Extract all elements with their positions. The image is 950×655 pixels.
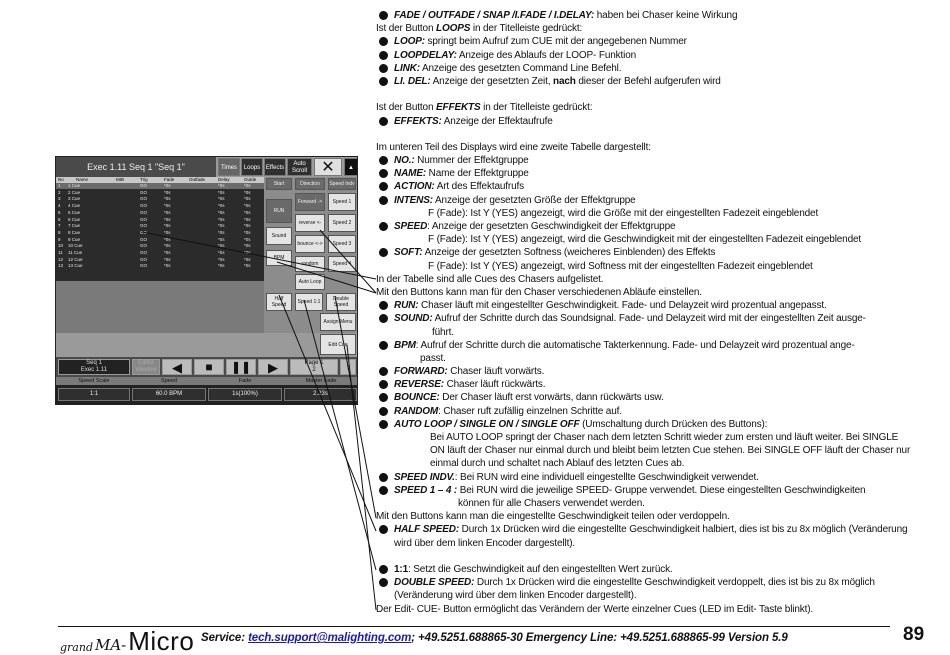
term: ACTION:	[394, 181, 435, 193]
desc: Anzeige der Effektaufrufe	[441, 115, 553, 127]
desc: Anzeige der gesetzten Softness (weicheres Einblenden) des Effekts	[422, 247, 716, 259]
tab-times[interactable]: Times	[218, 158, 240, 176]
cell-outde: *0s	[244, 209, 251, 215]
stop-icon[interactable]: ■	[194, 359, 224, 375]
desc: Anzeige des Ablaufs der LOOP- Funktion	[456, 49, 637, 61]
cell-fade: *0s	[164, 223, 171, 229]
bullet-speed-1-4	[376, 484, 942, 497]
term: SPEED 1 – 4 :	[394, 484, 458, 496]
second-table-intro: Im unteren Teil des Displays wird eine zweite Tabelle dargestellt:	[376, 141, 651, 153]
cell-name: 4 Cue	[68, 203, 81, 209]
speed-one-to-one-button[interactable]: Speed 1:1	[295, 293, 323, 311]
cell-no: 11	[58, 250, 63, 255]
desc: : Anzeige der gesetzten Geschwindigkeit der Effektgruppe	[427, 221, 676, 232]
term: REVERSE:	[394, 379, 444, 391]
logo-micro: Micro	[128, 626, 195, 655]
cell-trig: GO	[140, 256, 148, 262]
bullet-reverse	[376, 378, 942, 391]
bullet-speed	[376, 220, 942, 233]
cell-fade: *0s	[164, 209, 171, 215]
speed-scale-value[interactable]: 1:1	[58, 388, 130, 401]
pause-icon[interactable]: ❚❚	[226, 359, 256, 375]
cell-fade: *0s	[164, 263, 171, 269]
table-row[interactable]	[56, 230, 264, 236]
bullet-bounce	[376, 391, 942, 404]
soft-fade: F (Fade): Ist Y (YES) angezeigt, wird Softness mit der eingestellten Fadezeit eingeblendet	[428, 260, 813, 272]
desc: Anzeige der gesetzten Zeit,	[430, 75, 553, 87]
cell-name: 11 Cue	[68, 250, 83, 255]
bpm-button[interactable]: BPM	[266, 250, 292, 266]
cell-trig: GO	[140, 223, 148, 229]
cell-no: 12	[58, 256, 64, 262]
cell-no: 13	[58, 263, 64, 269]
tab-loops[interactable]: Loops	[241, 158, 263, 176]
desc: springt beim Aufruf zum CUE mit der angegebenen Nummer	[424, 36, 687, 48]
cell-fade: *0s	[164, 216, 171, 222]
cell-name: 10 Cue	[68, 243, 83, 249]
bullet-loop	[376, 35, 942, 48]
intens-fade: F (Fade): Ist Y (YES) angezeigt, wird die Größe mit der eingestellten Fadezeit eingeblendet	[428, 207, 819, 219]
bullet-random	[376, 405, 942, 418]
col-trig: Trig	[140, 177, 148, 182]
seq-label: Seq 1	[86, 360, 102, 366]
start-button[interactable]: Start	[266, 178, 292, 190]
exec-title: Exec 1.11 Seq 1 "Seq 1"	[56, 157, 216, 177]
cell-outde: *0s	[244, 216, 251, 222]
term: SPEED	[394, 221, 428, 232]
desc: Name der Effektgruppe	[426, 168, 529, 180]
cell-fade: *0s	[164, 183, 171, 188]
page-label: Page 1	[304, 360, 324, 366]
logo-ma: MA-	[94, 636, 127, 654]
table-row[interactable]	[56, 237, 264, 243]
bullet-soft	[376, 246, 942, 259]
table-row[interactable]	[56, 243, 264, 249]
col-no: No	[58, 177, 64, 182]
desc: : Aufruf der Schritte durch die automatische Takterkennung. Fade- und Delayzeit wird prozentual ange-	[415, 339, 855, 351]
bounce-button[interactable]: bounce <->	[295, 235, 325, 253]
cell-name: 7 Cue	[68, 223, 81, 229]
term: SOFT:	[394, 247, 423, 259]
desc: haben bei Chaser keine Wirkung	[594, 10, 738, 21]
sound-button[interactable]: Sound	[266, 227, 292, 245]
cell-trig: GO	[140, 229, 148, 235]
cell-name: 3 Cue	[68, 196, 81, 202]
col-outfade: Outfade	[189, 177, 206, 182]
table-empty-area	[56, 281, 264, 333]
term: HALF SPEED:	[394, 524, 460, 536]
footer-contact: ; +49.5251.688865-30 Emergency Line: +49.5251.688865-99 Version 5.9	[411, 632, 788, 644]
speed-fade: F (Fade): Ist Y (YES) angezeigt, wird die Geschwindigkeit mit der eingestellten Fadezeit eingeblendet	[428, 234, 862, 246]
speed-cont: können für alle Chasers verwendet werden.	[458, 497, 645, 509]
bullet-no	[376, 154, 942, 167]
bullet-link	[376, 62, 942, 75]
cell-no: 3	[58, 196, 61, 202]
next-icon[interactable]: ▶	[258, 359, 288, 375]
cell-delay: *0s	[218, 250, 225, 255]
bullet-action	[376, 180, 942, 193]
table-row[interactable]	[56, 210, 264, 216]
scroll-up-icon[interactable]: ▲	[344, 158, 358, 176]
transport-bar	[56, 357, 358, 377]
cell-trig: GO	[140, 243, 148, 249]
cell-trig: GO	[140, 196, 148, 202]
cell-name: 5 Cue	[68, 209, 81, 215]
cell-delay: *0s	[218, 236, 225, 242]
bullet-double-speed	[376, 576, 936, 602]
desc: : Bei RUN wird eine individuell eingestellte Geschwindigkeit verwendet.	[454, 471, 759, 483]
bullet-run	[376, 299, 942, 312]
bullet-one-to-one	[376, 563, 942, 576]
desc: Durch 1x Drücken wird die eingestellte Geschwindigkeit halbiert, dies ist bis zu 8x möglich (Veränderung wird über dem linken Encoder dargestellt).	[394, 524, 908, 549]
cell-outde: *0s	[244, 236, 251, 242]
desc: Nummer der Effektgruppe	[414, 155, 529, 167]
arrow-up-icon[interactable]: ↑	[340, 359, 356, 375]
exec-label: Exec 1.11	[80, 367, 108, 373]
footer-service	[201, 632, 788, 644]
term: LOOPDELAY:	[394, 49, 457, 61]
term: LINK:	[394, 62, 420, 74]
term: EFFEKTS	[436, 102, 481, 114]
col-fade: Fade	[164, 177, 175, 182]
fade-value[interactable]: 1s(100%)	[208, 388, 282, 401]
cell-outde: *0s	[244, 203, 251, 209]
term: LOOP:	[394, 36, 425, 48]
term: NO.:	[394, 155, 415, 167]
term: RUN:	[394, 300, 419, 312]
table-row[interactable]	[56, 250, 264, 256]
desc: dieser der Befehl aufgerufen wird	[575, 75, 721, 87]
autoloop-detail: Bei AUTO LOOP springt der Chaser nach dem letzten Schritt wieder zum ersten und läuft weiter. Bei SINGLE ON läuft der Chaser nur einmal durch und bleibt beim letzten Cue stehen. Bei SINGLE OFF läuft der Chaser nur einmal durch und schaltet nach Ablauf des letzten Cues ab.	[430, 432, 911, 470]
cell-delay: *0s	[218, 263, 225, 269]
speed-indv-button[interactable]: Speed Indv	[328, 178, 356, 190]
term: EFFEKTS:	[394, 115, 442, 127]
cell-no: 1	[58, 183, 61, 188]
page-number: 2	[312, 367, 316, 373]
bullet-effekts	[376, 115, 942, 128]
bullet-name	[376, 167, 942, 180]
fade-label: Fade	[238, 378, 252, 384]
bullet-autoloop	[376, 418, 942, 431]
close-icon[interactable]: ✕	[314, 158, 342, 176]
table-row[interactable]	[56, 203, 264, 209]
cell-delay: *0s	[218, 203, 225, 209]
cell-fade: *0s	[164, 203, 171, 209]
double-speed-button[interactable]: Double Speed	[326, 293, 356, 311]
col-delay: Delay	[218, 177, 230, 182]
bullet-bpm	[376, 339, 942, 352]
speed-3-button[interactable]: Speed 3	[328, 235, 356, 253]
cell-outde: *0s	[244, 243, 251, 249]
cell-delay: *0s	[218, 229, 225, 235]
cell-trig: GO	[140, 216, 148, 222]
desc: in der Titelleiste gedrückt:	[470, 23, 583, 35]
cell-name: 6 Cue	[68, 216, 81, 222]
desc: Bei RUN wird die jeweilige SPEED- Gruppe verwendet. Diese eingestellten Geschwindigkeiten	[457, 484, 866, 496]
bullet-half-speed	[376, 523, 926, 549]
bpm-cont: passt.	[420, 352, 446, 364]
run-button[interactable]: RUN	[266, 199, 292, 223]
term: NAME:	[394, 168, 427, 180]
buttons-intro: Mit den Buttons kann man für den Chaser verschiedenen Abläufe einstellen.	[376, 286, 702, 298]
term: SOUND:	[394, 313, 433, 325]
cell-no: 4	[58, 203, 61, 209]
cue-table	[56, 177, 264, 333]
cell-trig: GO	[140, 263, 148, 269]
table-row[interactable]	[56, 183, 264, 189]
desc: Art des Effektaufrufs	[434, 181, 524, 193]
cell-fade: *0s	[164, 189, 171, 195]
cell-no: 10	[58, 243, 64, 249]
term: BPM	[394, 339, 416, 351]
cell-outde: *0s	[244, 256, 251, 262]
speed-label: Speed	[161, 378, 177, 384]
cell-fade: *0s	[164, 196, 171, 202]
speed-2-button[interactable]: Speed 2	[328, 214, 356, 232]
col-name: Name	[76, 177, 89, 182]
page-number: 89	[903, 624, 925, 645]
random-button[interactable]: random	[295, 256, 325, 272]
loops-intro	[376, 22, 942, 35]
table-row[interactable]	[56, 190, 264, 196]
editor-label: Editor Window	[135, 360, 157, 373]
speed-scale-label: Speed Scale	[78, 378, 110, 384]
cell-trig: GO	[140, 189, 148, 195]
encoder-labels	[56, 377, 358, 385]
term: RANDOM	[394, 405, 439, 417]
cell-delay: *0s	[218, 196, 225, 202]
col-outde: Outde	[244, 177, 257, 182]
cell-fade: *0s	[164, 229, 171, 235]
bullet-loopdelay	[376, 49, 942, 62]
term: INTENS:	[394, 194, 433, 206]
sound-cont: führt.	[432, 326, 454, 338]
cell-delay: *0s	[218, 256, 225, 262]
col-mib: MIB	[116, 177, 125, 182]
description-text	[376, 9, 942, 616]
prev-icon[interactable]: ◀	[162, 359, 192, 375]
speed-4-button[interactable]: Speed 4	[328, 256, 356, 272]
desc: Chaser läuft vorwärts.	[447, 366, 545, 378]
speed-value[interactable]: 60.0 BPM	[132, 388, 206, 401]
desc: : Chaser ruft zufällig einzelnen Schritte auf.	[438, 405, 622, 417]
desc: Ist der Button	[376, 23, 437, 35]
cell-outde: *0s	[244, 196, 251, 202]
editor-window-button[interactable]	[132, 359, 160, 375]
term: FORWARD:	[394, 366, 448, 378]
term: DOUBLE SPEED:	[394, 577, 475, 589]
desc: (Umschaltung durch Drücken des Buttons):	[579, 418, 768, 430]
cell-fade: *0s	[164, 256, 171, 262]
cell-trig: GO	[140, 250, 148, 255]
cell-outde: *0s	[244, 229, 251, 235]
forward-button[interactable]: Forward ->	[295, 193, 325, 211]
desc: Durch 1x Drücken wird die eingestellte Geschwindigkeit verdoppelt, dies ist bis zu 8x möglich (Veränderung wird über dem linken Encoder dargestellt).	[394, 577, 875, 602]
tab-effects[interactable]: Effects	[264, 158, 286, 176]
cell-delay: *0s	[218, 216, 225, 222]
cell-no: 6	[58, 216, 61, 222]
cell-fade: *0s	[164, 243, 171, 249]
cell-name: 12 Cue	[68, 256, 83, 262]
cell-delay: *0s	[218, 183, 225, 188]
button-panel	[264, 177, 358, 333]
cell-outde: *0s	[244, 250, 251, 255]
edit-cue-button[interactable]: Edit Cue	[320, 334, 356, 355]
desc: Aufruf der Schritte durch das Soundsignal. Fade- und Delayzeit wird mit der eingestellten Zeit ausge-	[432, 313, 866, 325]
logo-grand: grand	[60, 641, 93, 654]
cell-outde: *0s	[244, 189, 251, 195]
term: 1:1	[394, 563, 409, 575]
term: LOOPS	[436, 23, 471, 35]
cell-no: 7	[58, 223, 61, 229]
cell-fade: *0s	[164, 236, 171, 242]
term: BOUNCE:	[394, 392, 440, 404]
desc: Chaser läuft mit eingestellter Geschwindigkeit. Fade- und Delayzeit wird prozentual angepasst.	[418, 300, 827, 312]
cell-trig: GO	[140, 209, 148, 215]
emph: nach	[552, 75, 576, 87]
speed-buttons-intro: Mit den Buttons kann man die eingestellte Geschwindigkeit teilen oder verdoppeln.	[376, 511, 730, 523]
cell-trig: GO	[140, 203, 148, 209]
encoder-values	[56, 385, 358, 404]
desc: in der Titelleiste gedrückt:	[480, 102, 593, 114]
reverse-button[interactable]: reverse <-	[295, 214, 325, 232]
chaser-screen	[55, 156, 358, 405]
desc: Anzeige des gesetzten Command Line Befehl.	[419, 62, 622, 74]
cell-trig: GO	[140, 236, 148, 242]
cell-name: 9 Cue	[68, 236, 81, 242]
cell-outde: *0s	[244, 183, 251, 188]
cell-no: 2	[58, 189, 61, 195]
cell-name: 8 Cue	[68, 229, 81, 235]
bullet-forward	[376, 365, 942, 378]
bullet-fade	[376, 9, 942, 22]
cell-delay: *0s	[218, 189, 225, 195]
master-fade-label: Master Fade	[305, 378, 337, 384]
cell-name: 1 Cue	[68, 183, 81, 188]
bullet-speed-indv	[376, 471, 942, 484]
service-label: Service:	[201, 632, 249, 644]
cell-trig: GO	[140, 183, 148, 188]
table-row[interactable]	[56, 196, 264, 202]
cell-delay: *0s	[218, 243, 225, 249]
table-row[interactable]	[56, 257, 264, 263]
cell-name: 13 Cue	[68, 263, 83, 269]
bullet-sound	[376, 312, 942, 325]
desc: Der Chaser läuft erst vorwärts, dann rückwärts usw.	[439, 392, 664, 404]
cell-no: 9	[58, 236, 61, 242]
desc: Ist der Button	[376, 102, 437, 114]
table-row[interactable]	[56, 223, 264, 229]
bullet-lidel	[376, 75, 942, 88]
cell-no: 5	[58, 209, 61, 215]
cell-delay: *0s	[218, 223, 225, 229]
cue-table-note: In der Tabelle sind alle Cues des Chasers aufgelistet.	[376, 273, 604, 285]
effekts-intro	[376, 101, 942, 114]
table-row[interactable]	[56, 217, 264, 223]
term: SPEED INDV.	[394, 471, 455, 483]
master-fade-value[interactable]: 2.23s	[284, 388, 357, 401]
cell-fade: *0s	[164, 250, 171, 255]
cell-outde: *0s	[244, 263, 251, 269]
table-row[interactable]	[56, 263, 264, 269]
term: AUTO LOOP / SINGLE ON / SINGLE OFF	[394, 418, 580, 430]
bullet-intens	[376, 194, 942, 207]
direction-button[interactable]: Direction	[295, 178, 325, 190]
desc: : Setzt die Geschwindigkeit auf den eingestellten Wert zurück.	[408, 563, 673, 575]
term: LI. DEL:	[394, 75, 431, 87]
half-speed-button[interactable]: Half Speed	[266, 293, 292, 311]
edit-cue-note: Der Edit- CUE- Button ermöglicht das Verändern der Werte einzelner Cues (LED im Edit- Taste blinkt).	[376, 603, 814, 615]
desc: Chaser läuft rückwärts.	[443, 379, 546, 391]
grandma-micro-logo	[60, 624, 194, 654]
auto-loop-button[interactable]: Auto Loop	[295, 274, 325, 290]
support-email-link[interactable]: tech.support@malighting.com	[248, 632, 412, 644]
tab-auto-scroll[interactable]: Auto Scroll	[287, 158, 312, 176]
cell-name: 2 Cue	[68, 189, 81, 195]
assign-menu-button[interactable]: Assign Menu	[320, 313, 356, 331]
speed-1-button[interactable]: Speed 1	[328, 193, 356, 211]
cell-outde: *0s	[244, 223, 251, 229]
cell-delay: *0s	[218, 209, 225, 215]
desc: Anzeige der gesetzten Größe der Effektgruppe	[432, 194, 636, 206]
term: FADE / OUTFADE / SNAP /I.FADE / I.DELAY:	[394, 10, 595, 21]
page-selector[interactable]	[290, 359, 338, 375]
cell-no: 8	[58, 229, 61, 235]
